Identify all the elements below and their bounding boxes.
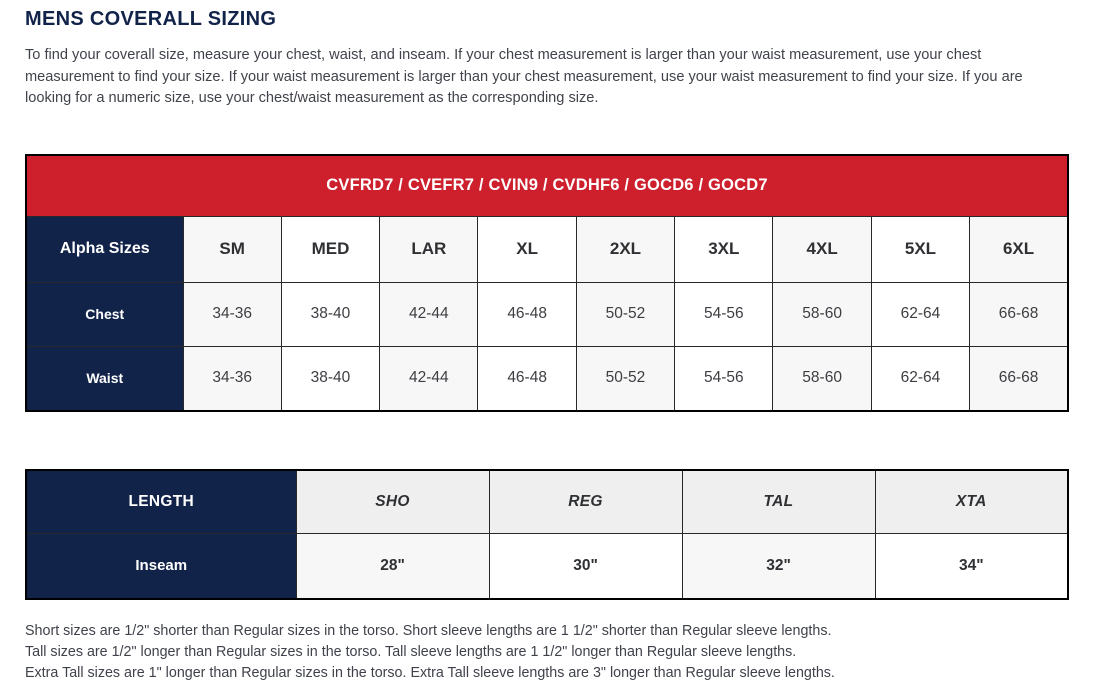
chest-value: 46-48	[478, 282, 576, 346]
alpha-sizes-row	[26, 216, 1068, 282]
chest-row	[26, 282, 1068, 346]
waist-value: 54-56	[675, 346, 773, 411]
waist-row-label: Waist	[26, 346, 183, 411]
chest-value: 34-36	[183, 282, 281, 346]
length-column-sho: SHO	[296, 470, 489, 534]
chest-value: 58-60	[773, 282, 871, 346]
size-column-2xl: 2XL	[576, 216, 674, 282]
length-column-tal: TAL	[682, 470, 875, 534]
tall-sizes-note: Tall sizes are 1/2" longer than Regular sizes in the torso. Tall sleeve lengths are 1 1/2" longer than Regular sleeve lengths.	[25, 643, 797, 660]
inseam-row	[26, 533, 1068, 599]
waist-value: 50-52	[576, 346, 674, 411]
style-codes-row	[26, 155, 1068, 217]
length-label: LENGTH	[26, 470, 296, 534]
waist-value: 46-48	[478, 346, 576, 411]
chest-value: 50-52	[576, 282, 674, 346]
short-sizes-note: Short sizes are 1/2" shorter than Regular sizes in the torso. Short sleeve lengths are 1 1/2" shorter than Regular sleeve lengths.	[25, 622, 832, 639]
inseam-value: 30"	[489, 533, 682, 599]
waist-row	[26, 346, 1068, 411]
size-column-6xl: 6XL	[970, 216, 1068, 282]
waist-value: 34-36	[183, 346, 281, 411]
style-codes-banner: CVFRD7 / CVEFR7 / CVIN9 / CVDHF6 / GOCD6 / GOCD7	[26, 155, 1068, 217]
length-column-reg: REG	[489, 470, 682, 534]
waist-value: 58-60	[773, 346, 871, 411]
size-column-sm: SM	[183, 216, 281, 282]
chest-value: 38-40	[281, 282, 379, 346]
inseam-row-label: Inseam	[26, 533, 296, 599]
length-column-xta: XTA	[875, 470, 1068, 534]
size-column-3xl: 3XL	[675, 216, 773, 282]
inseam-value: 34"	[875, 533, 1068, 599]
chest-value: 66-68	[970, 282, 1068, 346]
page-title: MENS COVERALL SIZING	[25, 8, 277, 30]
waist-value: 42-44	[380, 346, 478, 411]
intro-paragraph: To find your coverall size, measure your chest, waist, and inseam. If your chest measurement is larger than your waist measurement, use your chest measurement to find your size. If your waist measurement is larger than your chest measurement, use your waist measurement to find your size. If you are looking for a numeric size, use your chest/waist measurement as the corresponding size.	[25, 47, 1023, 106]
alpha-sizes-label: Alpha Sizes	[26, 216, 183, 282]
inseam-value: 28"	[296, 533, 489, 599]
extra-tall-sizes-note: Extra Tall sizes are 1" longer than Regular sizes in the torso. Extra Tall sleeve lengths are 3" longer than Regular sleeve lengths.	[25, 664, 835, 681]
size-column-med: MED	[281, 216, 379, 282]
chest-value: 54-56	[675, 282, 773, 346]
waist-value: 38-40	[281, 346, 379, 411]
sizing-notes	[25, 621, 1070, 684]
size-column-4xl: 4XL	[773, 216, 871, 282]
waist-value: 66-68	[970, 346, 1068, 411]
chest-value: 42-44	[380, 282, 478, 346]
length-header-row	[26, 470, 1068, 534]
coverall-sizing-table	[25, 154, 1069, 412]
waist-value: 62-64	[871, 346, 969, 411]
inseam-value: 32"	[682, 533, 875, 599]
chest-row-label: Chest	[26, 282, 183, 346]
size-column-xl: XL	[478, 216, 576, 282]
chest-value: 62-64	[871, 282, 969, 346]
length-sizing-table	[25, 469, 1069, 600]
size-column-lar: LAR	[380, 216, 478, 282]
size-column-5xl: 5XL	[871, 216, 969, 282]
